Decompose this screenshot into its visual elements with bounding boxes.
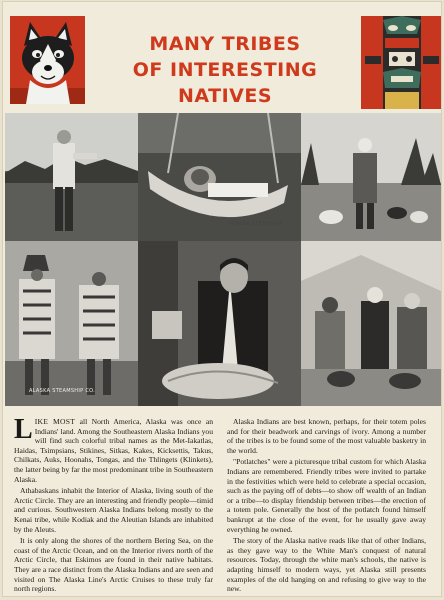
photo-chilkat-dancers — [5, 241, 138, 406]
article-paragraph-1 — [14, 414, 213, 484]
totem-illustration — [361, 16, 441, 109]
photo-credit-steamship: ALASKA STEAMSHIP — [228, 221, 283, 227]
photo-group-furs — [301, 241, 441, 406]
title-line-2: OF INTERESTING NATIVES — [132, 59, 318, 107]
article-paragraph-2: Athabaskans inhabit the Interior of Alaska, living south of the Arctic Circle. They are an interesting and friendly people—timid and curious. Southwestern Alaska Indians belong mostly to the Kenai tribe, while Kodiak and the Aleutian Islands are inhabited by the Aleuts. — [14, 486, 213, 534]
lead-in: IKE MOST — [34, 417, 76, 426]
photo-native-man — [5, 113, 138, 241]
article-column-left — [14, 414, 213, 596]
article-paragraph-4: Alaska Indians are best known, perhaps, for their totem poles and for their beadwork and carvings of ivory. Among a number of the tribes is to be found some of the most valuable basketry in the world. — [227, 417, 426, 455]
photo-woman-weaving — [138, 241, 301, 406]
photo-baby-hammock — [138, 113, 301, 241]
article-body — [14, 414, 426, 596]
article-column-right — [227, 417, 426, 596]
article-paragraph-3: It is only along the shores of the northern Bering Sea, on the coast of the Arctic Ocean, and on the Interior rivers north of the Arctic Circle, that Eskimos are found in their native habitats. They are a race distinct from the Alaska Indians and are seen and visited on The Alaska Line's Arctic Cruises to these truly far north regions. — [14, 536, 213, 594]
title-line-1: MANY TRIBES — [149, 33, 301, 55]
photo-woman-dogs — [301, 113, 441, 241]
husky-illustration — [10, 16, 85, 104]
paragraph-1-text: all North America, Alaska was once an Indians' land. Among the Southeastern Alaska Indians you will find such colorful tribal names as the Met-Iakatlas, Haidas, Tsimpsians, Stikines, Sitkas, Kakes, Kicksettis, Takus, Chilkats, Auks, Hoonahs, Tongas, and the Thlingets (Klinkets), the latter being by far the most predominant tribe in Southeastern Alaska. — [14, 417, 213, 484]
article-paragraph-6: The story of the Alaska native reads like that of other Indians, as they gave way to the White Man's conquest of natural resources. Today, through the white man's schools, the native is adapting himself to modern ways, yet Alaska still presents examples of the old hanging on and refusing to give way to the new. — [227, 536, 426, 594]
article-paragraph-5: "Potlatches" were a picturesque tribal custom for which Alaska Indians are remembered. Friendly tribes were invited to partake in the festivities which were held to celebrate a special occasion, such as the paying off of debts—to show off wealth of an Indian or a tribe—to display friendship between tribes—the erection of a totem pole. Generally the host of the potlatch found himself bankrupt at the close of the event, for he usually gave away everything he owned. — [227, 457, 426, 534]
drop-cap: L — [14, 414, 33, 445]
photo-credit-steamship-co: ALASKA STEAMSHIP CO. — [29, 388, 96, 394]
page-title — [95, 31, 355, 109]
page-header — [5, 16, 441, 109]
photo-grid — [5, 113, 441, 406]
